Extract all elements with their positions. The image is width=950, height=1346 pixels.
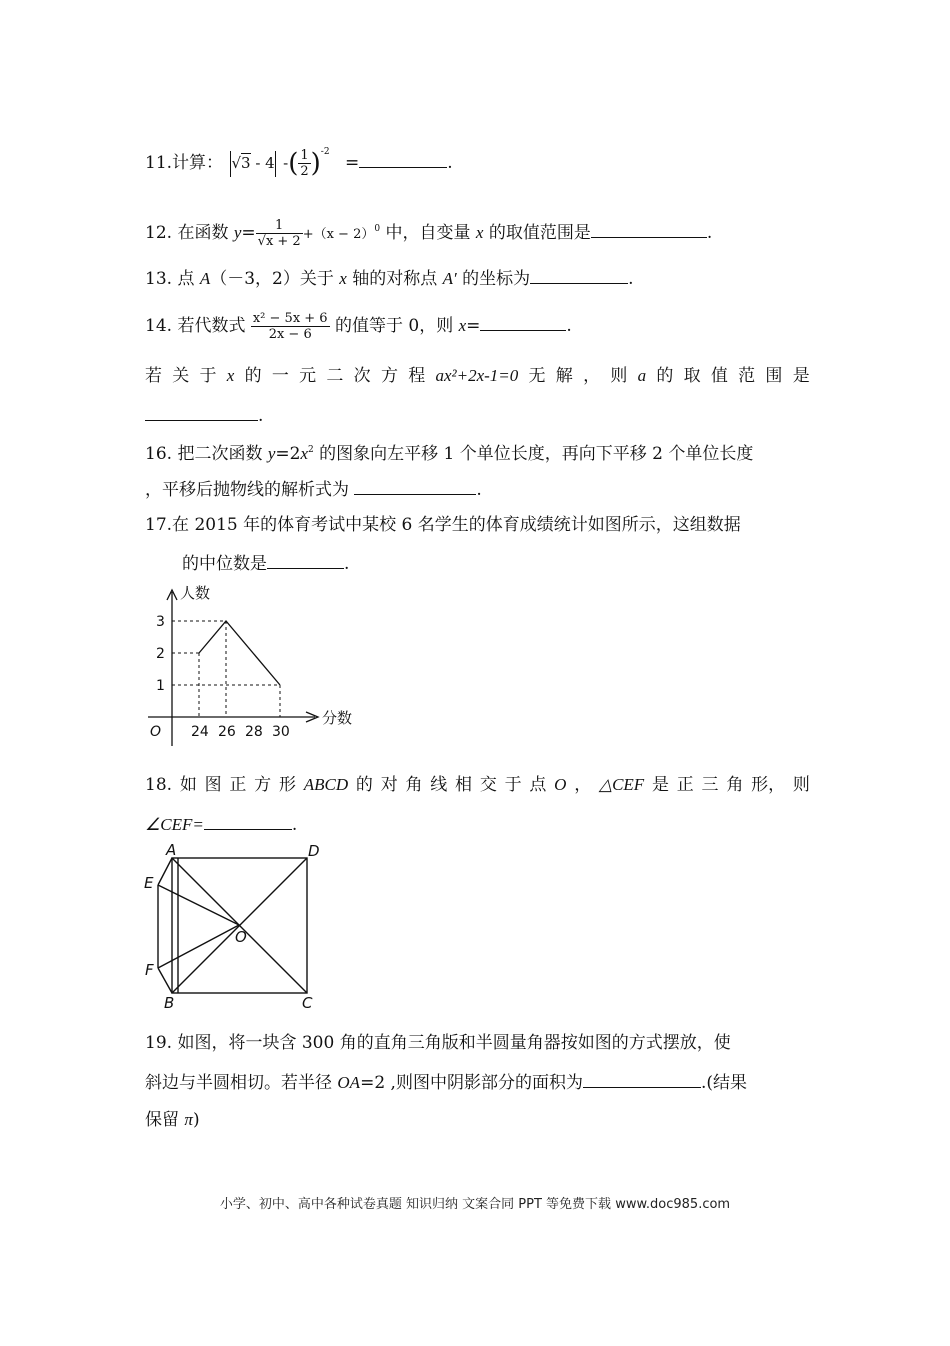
question-17-line2: 的中位数是 . <box>182 554 350 574</box>
word: 三 <box>701 775 719 795</box>
page-footer: 小学、初中、高中各种试卷真题 知识归纳 文案合同 PPT 等免费下载 www.doc985.com <box>219 1197 731 1212</box>
answer-blank[interactable] <box>204 814 292 830</box>
label-e: E <box>144 874 154 892</box>
question-18 <box>145 775 810 795</box>
word: ABCD <box>303 775 349 794</box>
question-19-line2: 斜边与半圆相切。若半径 OA=2 ,则图中阴影部分的面积为 .(结果 <box>145 1073 747 1093</box>
question-19-line3: 保留 π) <box>145 1110 200 1130</box>
question-15-line2: . <box>145 405 810 426</box>
label-o: O <box>235 928 247 946</box>
word: 角 <box>405 775 423 795</box>
word: 若 <box>145 366 162 386</box>
segment-fb <box>158 968 172 993</box>
word: 图 <box>204 775 222 795</box>
label-f: F <box>145 961 154 979</box>
question-18-line2: ∠CEF= . <box>145 815 298 835</box>
answer-blank[interactable] <box>583 1072 701 1088</box>
word: 则 <box>610 366 628 386</box>
fraction-half: $\frac{1}{2}$ <box>300 148 309 179</box>
word: 程 <box>408 366 426 386</box>
word: 于 <box>504 775 522 795</box>
series-line <box>199 621 280 685</box>
word: ax²+2x-1=0 <box>435 366 519 385</box>
question-19: 19. 如图，将一块含 300 角的直角三角版和半圆量角器按如图的方式摆放，使 <box>145 1033 731 1053</box>
question-11: 11.计算： √3 - 4 -( $\frac{1}{2}$ )$^{-2}$ = . <box>145 147 453 179</box>
x-tick-label: 26 <box>218 724 236 740</box>
word: 线 <box>430 775 448 795</box>
answer-blank[interactable] <box>480 315 566 331</box>
word: 无 <box>528 366 546 386</box>
word: 如 <box>179 775 197 795</box>
word: 相 <box>455 775 473 795</box>
y-tick-label: 3 <box>156 614 165 630</box>
word: 形 <box>278 775 296 795</box>
label-c: C <box>302 994 313 1010</box>
square-figure <box>140 840 340 1010</box>
fraction-q14: $\frac{\text{x² − 5x + 6}}{2x - 6}$ <box>252 311 328 342</box>
question-14: 14. 若代数式 $\frac{\text{x² − 5x + 6}}{2x - 6}$ 的值等于 0，则 x= . <box>145 311 572 342</box>
word: 次 <box>353 366 371 386</box>
word: 点 <box>529 775 547 795</box>
word: 18. <box>145 775 173 795</box>
answer-blank[interactable] <box>354 479 476 495</box>
word: 方 <box>380 366 398 386</box>
word: 范 <box>738 366 756 386</box>
fraction-q12: $\frac{1}{√x + 2}$ <box>257 218 301 249</box>
question-13: 13. 点 A（－3，2）关于 x 轴的对称点 A′ 的坐标为 . <box>145 269 634 289</box>
x-tick-label: 30 <box>272 724 290 740</box>
segment-ae <box>158 858 172 885</box>
word: a <box>637 366 647 385</box>
question-17: 17.在 2015 年的体育考试中某校 6 名学生的体育成绩统计如图所示，这组数据 <box>145 515 741 535</box>
label-a: A <box>166 841 177 859</box>
word: x <box>226 366 235 385</box>
word: 的 <box>355 775 373 795</box>
word: 一 <box>271 366 289 386</box>
question-16: 16. 把二次函数 $y=2x^2$ 的图象向左平移 1 个单位长度，再向下平移 2 个单位长度 <box>145 444 754 464</box>
question-16-line2: ，平移后抛物线的解析式为 . <box>145 480 482 500</box>
word: 形， <box>751 775 786 795</box>
word: 正 <box>676 775 694 795</box>
score-chart <box>140 580 370 750</box>
segment-eo <box>158 885 239 925</box>
question-12: 12. 在函数 y= $\frac{1}{√x + 2}$ $+(x - 2)^0$ 中，自变量 x 的取值范围是 . <box>145 218 713 249</box>
answer-blank[interactable] <box>267 553 344 569</box>
y-tick-label: 2 <box>156 646 165 662</box>
word: 元 <box>299 366 317 386</box>
word: 是 <box>651 775 669 795</box>
question-15 <box>145 366 810 386</box>
word: 二 <box>326 366 344 386</box>
y-axis-label: 人数 <box>180 584 211 602</box>
word: 于 <box>199 366 217 386</box>
x-axis-label: 分数 <box>322 709 353 727</box>
x-tick-label: 28 <box>245 724 263 740</box>
word: 关 <box>172 366 190 386</box>
word: 的 <box>656 366 674 386</box>
word: △CEF <box>599 775 645 794</box>
answer-blank[interactable] <box>530 268 628 284</box>
word: 角 <box>726 775 744 795</box>
origin-label: O <box>150 724 162 740</box>
word: 是 <box>792 366 810 386</box>
label-d: D <box>308 842 320 860</box>
word: O <box>554 775 567 794</box>
word: 对 <box>380 775 398 795</box>
word: ， <box>574 775 592 795</box>
word: 方 <box>254 775 272 795</box>
answer-blank[interactable] <box>145 405 258 421</box>
segment-fo <box>158 925 239 968</box>
word: 正 <box>229 775 247 795</box>
y-tick-label: 1 <box>156 678 165 694</box>
word: 解 <box>555 366 573 386</box>
word: 则 <box>792 775 810 795</box>
word: 交 <box>479 775 497 795</box>
word: 围 <box>765 366 783 386</box>
answer-blank[interactable] <box>591 222 707 238</box>
word: ， <box>583 366 601 386</box>
word: 的 <box>244 366 262 386</box>
answer-blank[interactable] <box>359 152 447 168</box>
word: 值 <box>710 366 728 386</box>
x-tick-label: 24 <box>191 724 209 740</box>
label-b: B <box>164 994 175 1010</box>
word: 取 <box>683 366 701 386</box>
